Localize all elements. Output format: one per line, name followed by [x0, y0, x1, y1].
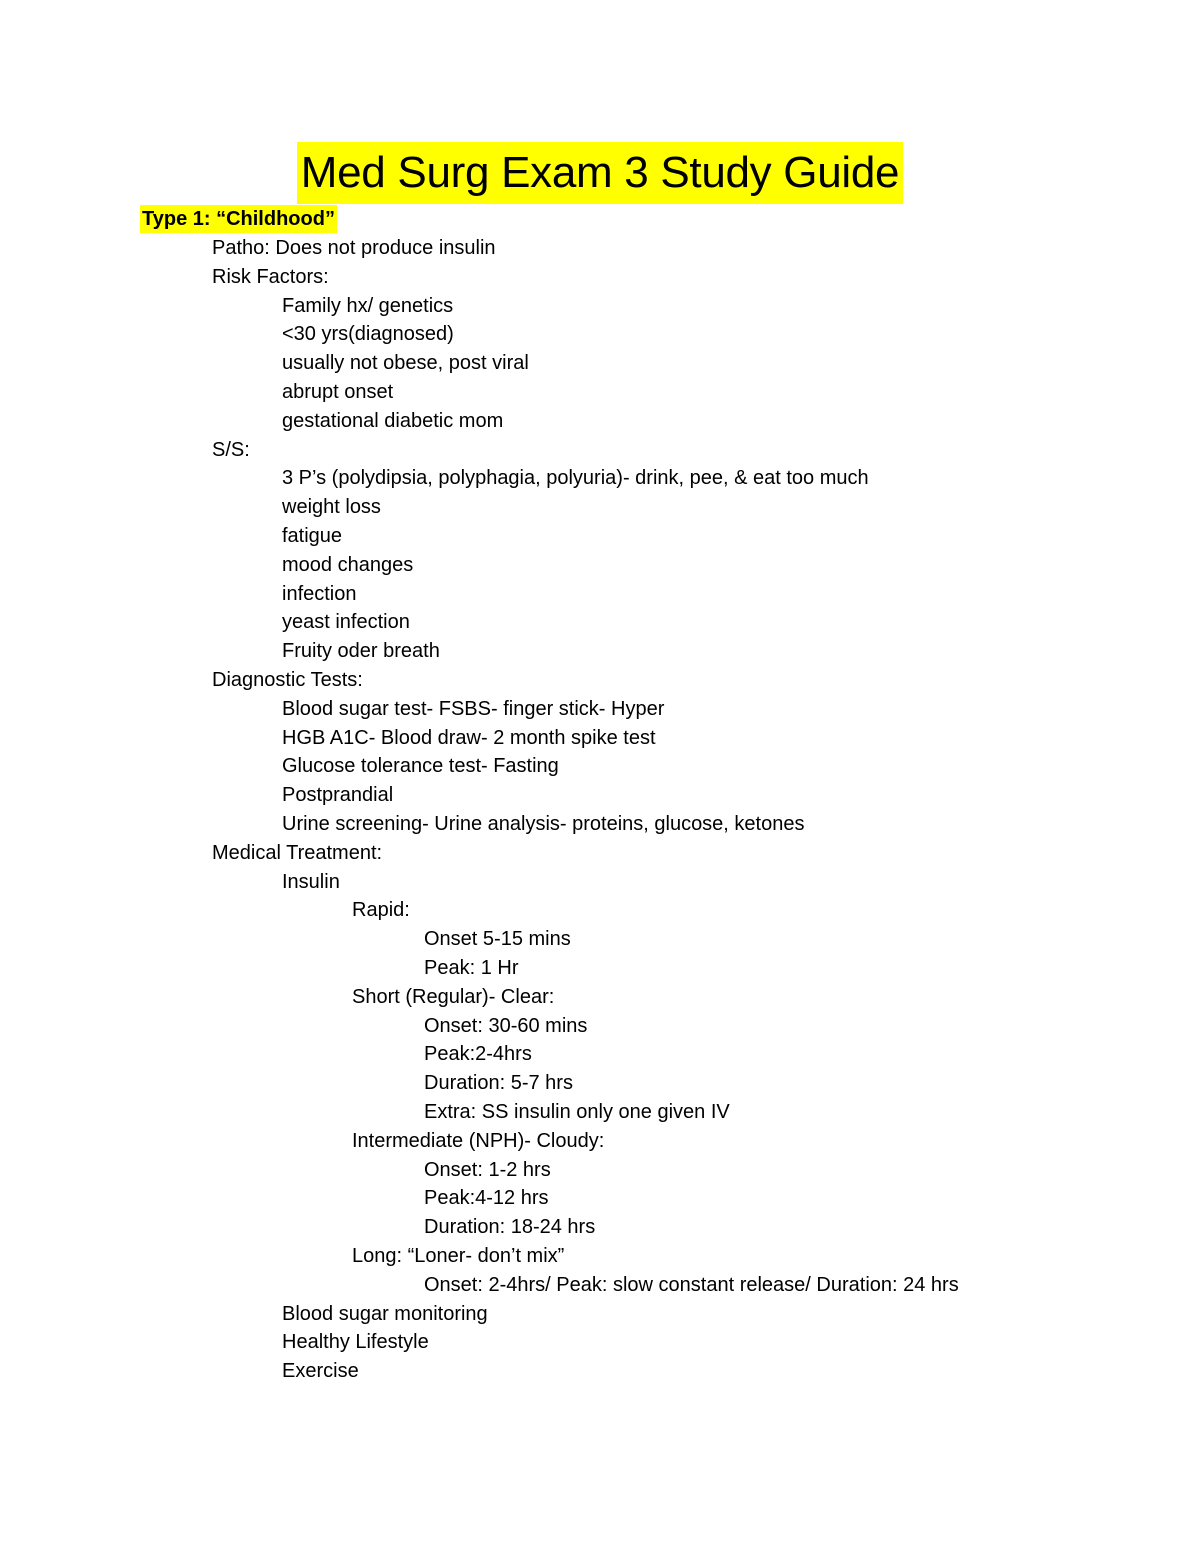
outline-line-level-2: gestational diabetic mom [282, 409, 504, 432]
outline-line-level-2: fatigue [282, 525, 343, 547]
outline-line-level-4: Peak:4-12 hrs [424, 1187, 549, 1210]
outline-line-level-3: Rapid: [352, 899, 410, 922]
outline-line-level-2: HGB A1C- Blood draw- 2 month spike test [282, 726, 656, 749]
outline-line-level-4: Peak:2-4hrs [424, 1043, 532, 1066]
outline-line-level-4: Onset 5-15 mins [424, 928, 571, 951]
document-title: Med Surg Exam 3 Study Guide [297, 142, 903, 204]
outline-line-level-3: Intermediate (NPH)- Cloudy: [352, 1129, 605, 1152]
outline-line-level-2: Healthy Lifestyle [282, 1331, 429, 1354]
outline-line-level-4: Duration: 18-24 hrs [424, 1216, 596, 1239]
title-container [0, 142, 1200, 204]
outline-line-level-2: infection [282, 582, 357, 605]
outline-line-level-3: Long: “Loner- don’t mix” [352, 1245, 565, 1267]
outline-line-level-2: Glucose tolerance test- Fasting [282, 755, 559, 778]
outline-line-level-2: abrupt onset [282, 381, 394, 403]
outline-line-level-3: Short (Regular)- Clear: [352, 985, 555, 1008]
outline-line-level-2: Postprandial [282, 784, 394, 807]
outline-line-level-2: mood changes [282, 553, 414, 576]
outline-line-level-2: Family hx/ genetics [282, 294, 454, 317]
outline-line-level-4: Onset: 1-2 hrs [424, 1158, 551, 1181]
outline-line-level-2: <30 yrs(diagnosed) [282, 323, 454, 346]
outline-line-level-4: Onset: 30-60 mins [424, 1014, 588, 1037]
outline-line-level-2: yeast infection [282, 611, 410, 634]
outline-line-level-4: Peak: 1 Hr [424, 957, 519, 979]
outline-line-level-1: Risk Factors: [212, 265, 329, 288]
outline-line-level-1: Medical Treatment: [212, 841, 383, 864]
outline-line-level-2: Urine screening- Urine analysis- proteins, glucose, ketones [282, 813, 805, 835]
outline-line-level-1: Diagnostic Tests: [212, 669, 363, 691]
outline-line-level-1: Patho: Does not produce insulin [212, 237, 496, 259]
outline-line-level-2: usually not obese, post viral [282, 352, 529, 375]
outline-line-level-2: Blood sugar monitoring [282, 1302, 488, 1325]
section-heading: Type 1: “Childhood” [140, 205, 337, 233]
outline-line-level-2: 3 P’s (polydipsia, polyphagia, polyuria)- drink, pee, & eat too much [282, 467, 869, 490]
outline-line-level-1: S/S: [212, 438, 250, 461]
outline-line-level-4: Extra: SS insulin only one given IV [424, 1101, 730, 1123]
outline-line-level-2: Exercise [282, 1360, 359, 1383]
outline-line-level-2: weight loss [282, 496, 381, 519]
outline-line-level-2: Blood sugar test- FSBS- finger stick- Hyper [282, 697, 665, 720]
outline-line-level-2: Insulin [282, 870, 340, 893]
outline-line-level-2: Fruity oder breath [282, 640, 440, 663]
outline-line-level-4: Duration: 5-7 hrs [424, 1072, 573, 1095]
outline-line-level-4: Onset: 2-4hrs/ Peak: slow constant release/ Duration: 24 hrs [424, 1273, 959, 1296]
